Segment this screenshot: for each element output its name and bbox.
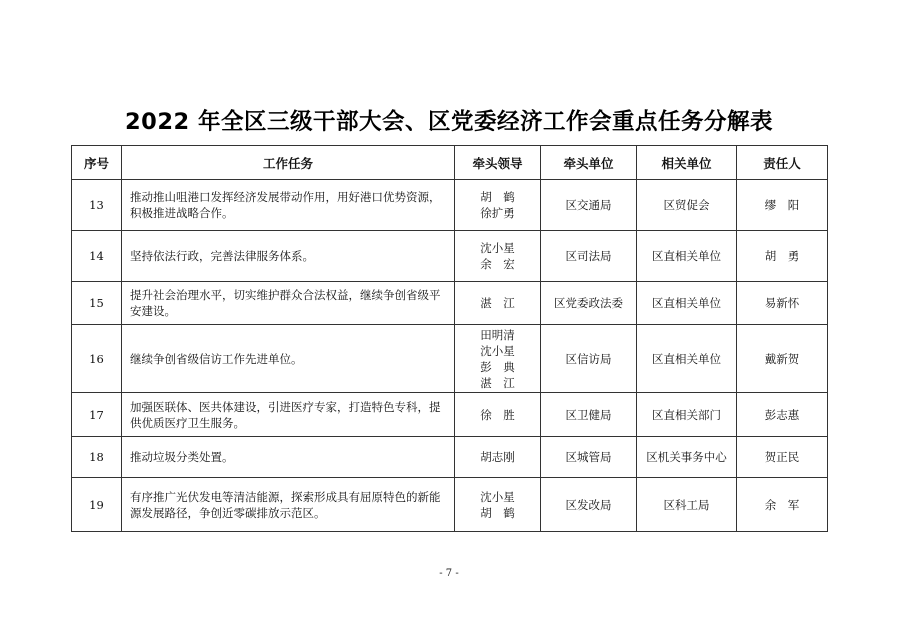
row-person: 戴新贺 — [737, 325, 828, 393]
leader-name: 彭 典 — [480, 359, 515, 374]
row-person: 易新怀 — [737, 282, 828, 325]
row-person: 余 军 — [737, 478, 828, 532]
row-related-unit: 区科工局 — [637, 478, 737, 532]
leader-name: 徐 胜 — [480, 407, 515, 422]
row-index: 18 — [72, 437, 122, 478]
row-leaders — [455, 325, 541, 393]
row-lead-unit: 区交通局 — [541, 180, 637, 231]
row-related-unit: 区直相关单位 — [637, 325, 737, 393]
leader-name: 湛 江 — [480, 375, 515, 390]
table-row — [72, 282, 828, 325]
row-task: 坚持依法行政，完善法律服务体系。 — [122, 231, 455, 282]
table-row — [72, 231, 828, 282]
leader-name: 胡 鹤 — [480, 505, 515, 520]
page-title: 2022 年全区三级干部大会、区党委经济工作会重点任务分解表 — [125, 109, 773, 135]
row-lead-unit: 区党委政法委 — [541, 282, 637, 325]
table-row — [72, 478, 828, 532]
row-lead-unit: 区城管局 — [541, 437, 637, 478]
row-lead-unit: 区发改局 — [541, 478, 637, 532]
row-lead-unit: 区司法局 — [541, 231, 637, 282]
row-related-unit: 区直相关单位 — [637, 231, 737, 282]
row-leaders — [455, 478, 541, 532]
row-related-unit: 区贸促会 — [637, 180, 737, 231]
row-lead-unit: 区卫健局 — [541, 393, 637, 437]
row-related-unit: 区机关事务中心 — [637, 437, 737, 478]
table-row — [72, 393, 828, 437]
leader-name: 余 宏 — [480, 257, 515, 271]
table-row — [72, 180, 828, 231]
row-person: 胡 勇 — [737, 231, 828, 282]
row-leaders — [455, 393, 541, 437]
row-task: 有序推广光伏发电等清洁能源，探索形成具有屈原特色的新能源发展路径，争创近零碳排放示范区。 — [122, 478, 455, 532]
table-header-row — [72, 146, 828, 180]
row-task: 推动垃圾分类处置。 — [122, 437, 455, 478]
leader-name: 沈小星 — [480, 343, 515, 358]
header-person: 责任人 — [737, 146, 828, 180]
row-index: 13 — [72, 180, 122, 231]
leader-name: 沈小星 — [480, 489, 515, 504]
row-index: 15 — [72, 282, 122, 325]
leader-name: 徐扩勇 — [480, 206, 515, 220]
row-task: 推动推山咀港口发挥经济发展带动作用，用好港口优势资源，积极推进战略合作。 — [122, 180, 455, 231]
header-task: 工作任务 — [122, 146, 455, 180]
row-lead-unit: 区信访局 — [541, 325, 637, 393]
header-index: 序号 — [72, 146, 122, 180]
leader-name: 沈小星 — [480, 241, 515, 255]
row-index: 17 — [72, 393, 122, 437]
table-row — [72, 325, 828, 393]
row-person: 缪 阳 — [737, 180, 828, 231]
row-person: 彭志惠 — [737, 393, 828, 437]
row-leaders — [455, 180, 541, 231]
row-leaders — [455, 231, 541, 282]
row-person: 贺正民 — [737, 437, 828, 478]
leader-name: 田明清 — [480, 327, 515, 342]
leader-name: 湛 江 — [480, 296, 515, 310]
task-breakdown-table — [71, 145, 828, 532]
header-lead-unit: 牵头单位 — [541, 146, 637, 180]
row-index: 16 — [72, 325, 122, 393]
row-leaders — [455, 437, 541, 478]
page-number: - 7 - — [439, 568, 459, 579]
row-index: 19 — [72, 478, 122, 532]
header-related-unit: 相关单位 — [637, 146, 737, 180]
row-task: 继续争创省级信访工作先进单位。 — [122, 325, 455, 393]
row-related-unit: 区直相关部门 — [637, 393, 737, 437]
leader-name: 胡 鹤 — [480, 190, 515, 204]
row-leaders — [455, 282, 541, 325]
row-related-unit: 区直相关单位 — [637, 282, 737, 325]
table-row — [72, 437, 828, 478]
row-task: 提升社会治理水平，切实维护群众合法权益，继续争创省级平安建设。 — [122, 282, 455, 325]
leader-name: 胡志刚 — [480, 450, 515, 464]
row-index: 14 — [72, 231, 122, 282]
row-task: 加强医联体、医共体建设，引进医疗专家，打造特色专科，提供优质医疗卫生服务。 — [122, 393, 455, 437]
header-leader: 牵头领导 — [455, 146, 541, 180]
